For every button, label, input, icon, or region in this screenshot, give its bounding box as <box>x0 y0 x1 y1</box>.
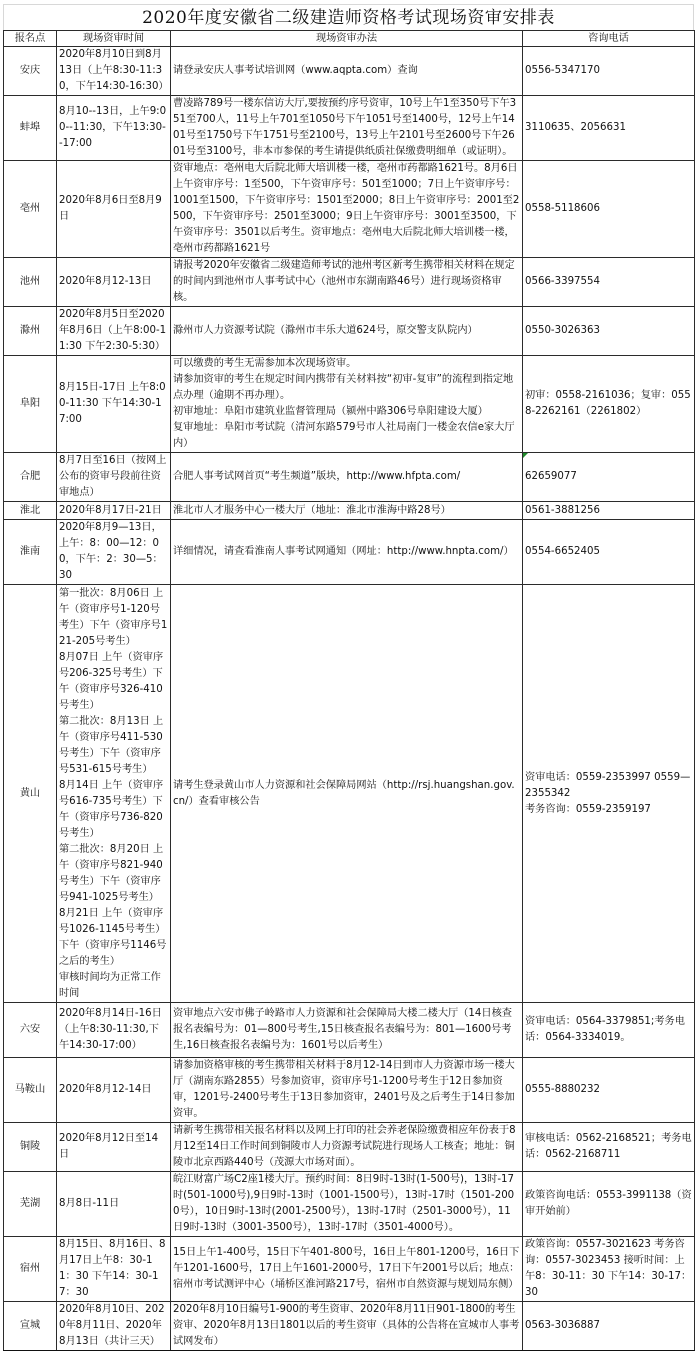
method-cell[interactable]: 皖江财富广场C2座1楼大厅。预约时间：8日9时-13时(1-500号)，13时-17时(501-1000号),9日9时-13时（1001-1500号），13时-17时（1501-2000号），10日9时-13时(2001-2500号），13时-17时（2501-3000号），11日9时-13时（3001-3500号），13时-17时（3501-4000号）。 <box>171 1172 523 1237</box>
phone-text: 62659077 <box>525 471 577 482</box>
table-row <box>4 453 695 502</box>
header-phone: 咨询电话 <box>523 31 695 47</box>
method-cell[interactable]: 资审地点六安市佛子岭路市人力资源和社会保障局大楼二楼大厅（14日核查报名表编号为：01—800号考生,15日核查报名表编号为：801—1600号考生,16日核查报名表编号为：1601号以后考生） <box>171 1003 523 1058</box>
phone-cell[interactable]: 审核电话：0562-2168521；考务电话：0562-2168711 <box>523 1123 695 1172</box>
method-cell[interactable]: 请新考生携带相关报名材料以及网上打印的社会养老保险缴费相应年份表于8月12至14日工作时间到铜陵市人力资源考试院进行现场人工核查；地址：铜陵市北京西路440号（茂源大市场对面）。 <box>171 1123 523 1172</box>
city-cell[interactable]: 芜湖 <box>4 1172 57 1237</box>
time-line: 8月14日 上午（资审序号616-735号考生）下午（资审序号736-820号考生） <box>59 779 164 839</box>
phone-cell[interactable]: 初审：0558-2161036；复审：0558-2262161（2261802） <box>523 356 695 453</box>
time-cell[interactable]: 2020年8月10日到8月13日（上午8:30-11:30，下午14:30-16:30） <box>57 47 171 96</box>
method-line: 可以缴费的考生无需参加本次现场资审。 <box>173 358 357 369</box>
phone-cell[interactable]: 资审电话：0564-3379851;考务电话：0564-3334019。 <box>523 1003 695 1058</box>
method-cell[interactable]: 15日上午1-400号，15日下午401-800号，16日上午801-1200号，16日下午1201-1600号，17日上午1601-2000号，17日下午2001号以后；地点：宿州市考试测评中心（埇桥区淮河路217号，宿州市自然资源与规划局东侧） <box>171 1237 523 1302</box>
city-cell[interactable]: 安庆 <box>4 47 57 96</box>
time-cell[interactable]: 2020年8月5日至2020年8月6日（上午8:00-11:30 下午2:30-5:30） <box>57 307 171 356</box>
method-cell[interactable]: 淮北市人才服务中心一楼大厅（地址：淮北市淮海中路28号） <box>171 502 523 520</box>
page-title: 2020年度安徽省二级建造师资格考试现场资审安排表 <box>3 4 694 30</box>
method-cell[interactable]: 合肥人事考试网首页“考生频道”版块，http://www.hfpta.com/ <box>171 453 523 502</box>
phone-cell[interactable]: 0563-3036887 <box>523 1302 695 1351</box>
phone-cell[interactable]: 政策咨询：0557-3021623 考务咨询：0557-3023453 接听时间：上午8：30-11：30 下午14：30-17：30 <box>523 1237 695 1302</box>
phone-cell[interactable]: 0555-8880232 <box>523 1058 695 1123</box>
phone-cell[interactable]: 0558-5118606 <box>523 161 695 258</box>
table-row <box>4 1172 695 1237</box>
time-line: 8月21日 上午（资审序号1026-1145号考生）下午（资审序号1146号之后的考生） <box>59 907 167 967</box>
table-row <box>4 1058 695 1123</box>
method-cell[interactable]: 2020年8月10日编号1-900的考生资审、2020年8月11日901-1800的考生资审、2020年8月13日1801以后的考生资审（具体的公告将在宣城市人事考试网发布） <box>171 1302 523 1351</box>
table-row <box>4 258 695 307</box>
time-cell[interactable]: 2020年8月12-14日 <box>57 1058 171 1123</box>
time-cell[interactable]: 2020年8月17日-21日 <box>57 502 171 520</box>
time-cell[interactable]: 8月8日-11日 <box>57 1172 171 1237</box>
phone-cell[interactable]: 3110635、2056631 <box>523 96 695 161</box>
time-cell[interactable]: 2020年8月14日-16日（上午8:30-11:30,下午14:30-17:00） <box>57 1003 171 1058</box>
spreadsheet <box>3 4 694 1351</box>
phone-cell[interactable]: 0556-5347170 <box>523 47 695 96</box>
city-cell[interactable]: 六安 <box>4 1003 57 1058</box>
city-cell[interactable]: 铜陵 <box>4 1123 57 1172</box>
time-cell[interactable]: 2020年8月6日至8月9日 <box>57 161 171 258</box>
city-cell[interactable]: 阜阳 <box>4 356 57 453</box>
method-cell[interactable]: 曹凌路789号一楼东信访大厅,要按预约序号资审，10号上午1至350号下午351至700人，11号上午701至1050号下午1051号至1400号，12号上午1401号至1750号下午1751号至2100号，13号上午2101号至2600号下午2601号至3100号，非本市参保的考生请提供纸质社保缴费明细单（或证明）。 <box>171 96 523 161</box>
table-row <box>4 502 695 520</box>
time-cell[interactable]: 8月15日-17日 上午8:00-11:30 下午14:30-17:00 <box>57 356 171 453</box>
method-cell[interactable]: 滁州市人力资源考试院（滁州市丰乐大道624号，原交警支队院内） <box>171 307 523 356</box>
time-cell[interactable]: 2020年8月12日至14日 <box>57 1123 171 1172</box>
city-cell[interactable]: 池州 <box>4 258 57 307</box>
table-row <box>4 520 695 585</box>
phone-cell[interactable]: 0550-3026363 <box>523 307 695 356</box>
table-row <box>4 1302 695 1351</box>
table-row <box>4 1237 695 1302</box>
time-line: 8月07日 上午（资审序号206-325号考生）下午（资审序号326-410号考生） <box>59 651 164 711</box>
header-row <box>4 31 695 47</box>
time-line: 第一批次：8月06日 上午（资审序号1-120号考生）下午（资审序号121-205号考生） <box>59 587 168 647</box>
method-line: 初审地址：阜阳市建筑业监督管理局（颍州中路306号阜阳建设大厦） <box>173 406 488 417</box>
phone-cell[interactable] <box>523 453 695 502</box>
method-cell[interactable] <box>171 356 523 453</box>
header-method: 现场资审办法 <box>171 31 523 47</box>
phone-cell[interactable]: 0561-3881256 <box>523 502 695 520</box>
time-cell[interactable]: 2020年8月9—13日，上午：8：00—12：00，下午：2：30—5：30 <box>57 520 171 585</box>
phone-line: 考务咨询：0559-2359197 <box>525 803 651 815</box>
method-cell[interactable]: 请登录安庆人事考试培训网（www.aqpta.com）查询 <box>171 47 523 96</box>
method-line: 请参加资审的考生在规定时间内携带有关材料按“初审-复审”的流程到指定地点办理（逾期不再办理）。 <box>173 374 514 401</box>
header-city: 报名点 <box>4 31 57 47</box>
city-cell[interactable]: 淮北 <box>4 502 57 520</box>
schedule-table <box>3 30 695 1351</box>
table-row <box>4 1123 695 1172</box>
method-cell[interactable]: 详细情况，请查看淮南人事考试网通知（网址：http://www.hnpta.com/） <box>171 520 523 585</box>
method-cell[interactable]: 请参加资格审核的考生携带相关材料于8月12-14日到市人力资源市场一楼大厅（湖南东路2855）号参加资审，资审序号1-1200号考生于12日参加资审，1201号-2400号考生于13日参加资审，2401号及之后考生于14日参加资审。 <box>171 1058 523 1123</box>
comment-flag-icon <box>523 453 528 458</box>
city-cell[interactable]: 宣城 <box>4 1302 57 1351</box>
city-cell[interactable]: 亳州 <box>4 161 57 258</box>
phone-cell[interactable]: 0566-3397554 <box>523 258 695 307</box>
time-cell[interactable]: 2020年8月12-13日 <box>57 258 171 307</box>
time-cell[interactable]: 8月7日至16日（按网上公布的资审号段前往资审地点） <box>57 453 171 502</box>
time-cell[interactable]: 2020年8月10日、2020年8月11日、2020年8月13日（共计三天） <box>57 1302 171 1351</box>
phone-cell[interactable]: 政策咨询电话：0553-3991138（资审开始前） <box>523 1172 695 1237</box>
phone-line: 资审电话：0559-2353997 0559—2355342 <box>525 771 691 799</box>
phone-cell[interactable] <box>523 585 695 1003</box>
table-row <box>4 96 695 161</box>
city-cell[interactable]: 马鞍山 <box>4 1058 57 1123</box>
table-row <box>4 47 695 96</box>
method-line: 复审地址：阜阳市考试院（清河东路579号市人社局南门一楼金农信e家大厅内） <box>173 422 515 449</box>
table-row <box>4 161 695 258</box>
city-cell[interactable]: 蚌埠 <box>4 96 57 161</box>
time-cell[interactable] <box>57 585 171 1003</box>
table-row <box>4 356 695 453</box>
method-cell[interactable]: 请考生登录黄山市人力资源和社会保障局网站（http://rsj.huangshan.gov.cn/）查看审核公告 <box>171 585 523 1003</box>
time-line: 第二批次：8月20日 上午（资审序号821-940号考生）下午（资审序号941-1025号考生） <box>59 843 164 903</box>
time-line: 审核时间均为正常工作时间 <box>59 971 161 999</box>
method-cell[interactable]: 资审地点：亳州电大后院北师大培训楼一楼，亳州市药都路1621号。8月6日上午资审序号：1至500，下午资审序号：501至1000；7日上午资审序号：1001至1500，下午资审序号：1501至2000；8日上午资审序号：2001至2500，下午资审序号：2501至3000；9日上午资审序号：3001至3500，下午资审序号：3501以后考生。资审地点：亳州电大后院北师大培训楼一楼，亳州市药都路1621号 <box>171 161 523 258</box>
header-time: 现场资审时间 <box>57 31 171 47</box>
time-line: 第二批次：8月13日 上午（资审序号411-530号考生）下午（资审序号531-615号考生） <box>59 715 164 775</box>
time-cell[interactable]: 8月10--13日，上午9:00--11:30，下午13:30--17:00 <box>57 96 171 161</box>
time-cell[interactable]: 8月15日、8月16日、8月17日上午8：30-11：30 下午14：30-17：30 <box>57 1237 171 1302</box>
method-cell[interactable]: 请报考2020年安徽省二级建造师考试的池州考区新考生携带相关材料在规定的时间内到池州市人事考试中心（池州市东湖南路46号）进行现场资格审核。 <box>171 258 523 307</box>
city-cell[interactable]: 宿州 <box>4 1237 57 1302</box>
table-row <box>4 585 695 1003</box>
table-row <box>4 307 695 356</box>
city-cell[interactable]: 滁州 <box>4 307 57 356</box>
city-cell[interactable]: 淮南 <box>4 520 57 585</box>
city-cell[interactable]: 合肥 <box>4 453 57 502</box>
phone-cell[interactable]: 0554-6652405 <box>523 520 695 585</box>
table-row <box>4 1003 695 1058</box>
city-cell[interactable]: 黄山 <box>4 585 57 1003</box>
